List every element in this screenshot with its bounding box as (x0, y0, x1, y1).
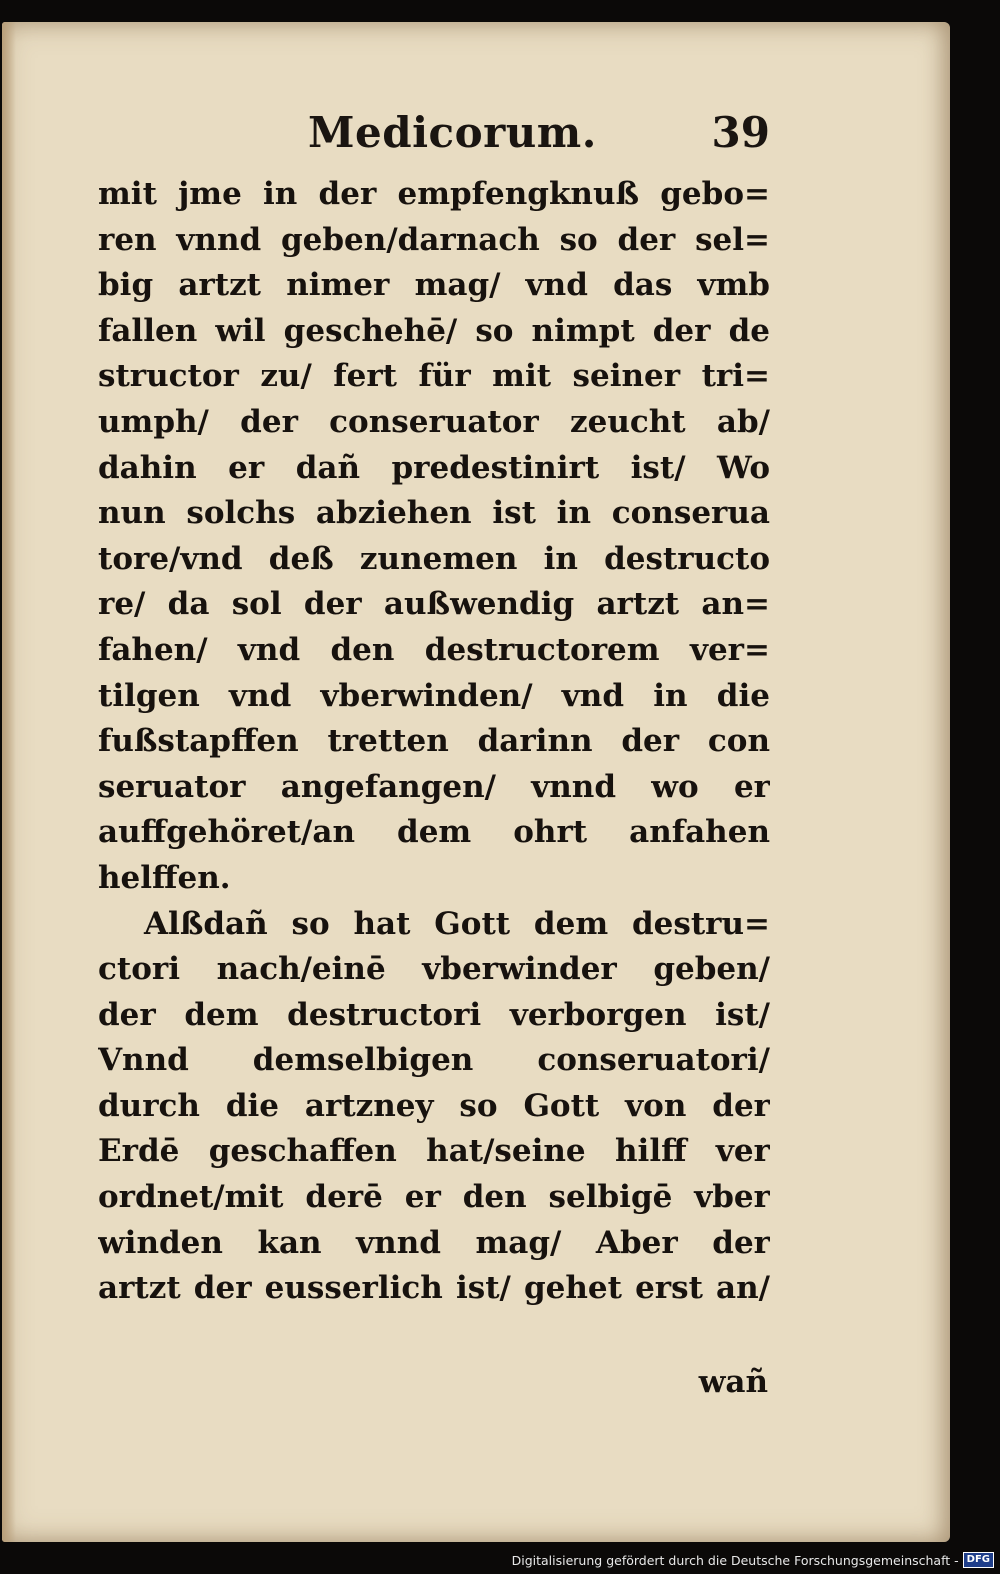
text-line: fußstapffen tretten darinn der con (98, 723, 770, 760)
text-line: durch die artzney so Gott von der (98, 1087, 770, 1124)
text-line: ctori nach/einē vberwinder geben/ (98, 951, 770, 988)
text-line: dahin er dañ predestinirt ist/ Wo (98, 449, 770, 486)
text-line: Erdē geschaffen hat/seine hilff ver (98, 1133, 770, 1170)
text-line: umph/ der conseruator zeucht ab/ (98, 403, 770, 440)
text-line: mit jme in der empfengknuß gebo= (98, 176, 770, 212)
running-title: Medicorum. (308, 108, 597, 157)
text-line: artzt der eusserlich ist/ gehet erst an/ (98, 1270, 770, 1307)
text-line: seruator angefangen/ vnnd wo er (98, 768, 770, 805)
page-gutter-shadow (2, 22, 16, 1542)
text-line: Vnnd demselbigen conseruatori/ (98, 1042, 770, 1079)
text-line: fallen wil geschehē/ so nimpt der de (98, 312, 770, 349)
page-number: 39 (711, 108, 770, 157)
text-line: nun solchs abziehen ist in conserua (98, 495, 770, 532)
text-line-paragraph-start: Alßdañ so hat Gott dem destru= (144, 905, 770, 942)
text-line: auffgehöret/an dem ohrt anfahen (98, 814, 770, 851)
text-line: re/ da sol der außwendig artzt an= (98, 586, 770, 623)
text-line: tilgen vnd vberwinden/ vnd in die (98, 677, 770, 714)
funding-credit: Digitalisierung gefördert durch die Deutsche Forschungsgemeinschaft - (511, 1552, 959, 1568)
catchword: wañ (698, 1364, 768, 1400)
text-line: winden kan vnnd mag/ Aber der (98, 1224, 770, 1261)
text-line: helffen. (98, 859, 231, 896)
book-page (2, 22, 950, 1542)
body-text (98, 172, 770, 1312)
text-line: structor zu/ fert für mit seiner tri= (98, 358, 770, 395)
text-line: der dem destructori verborgen ist/ (98, 996, 770, 1033)
text-line: ren vnnd geben/darnach so der sel= (98, 221, 770, 258)
text-line: tore/vnd deß zunemen in destructo (98, 540, 770, 577)
digitization-footer (512, 1550, 994, 1570)
text-line: fahen/ vnd den destructorem ver= (98, 631, 770, 668)
dfg-logo: DFG (963, 1552, 994, 1568)
page-header (96, 108, 770, 164)
text-line: ordnet/mit derē er den selbigē vber (98, 1179, 770, 1216)
text-line: big artzt nimer mag/ vnd das vmb (98, 267, 770, 304)
